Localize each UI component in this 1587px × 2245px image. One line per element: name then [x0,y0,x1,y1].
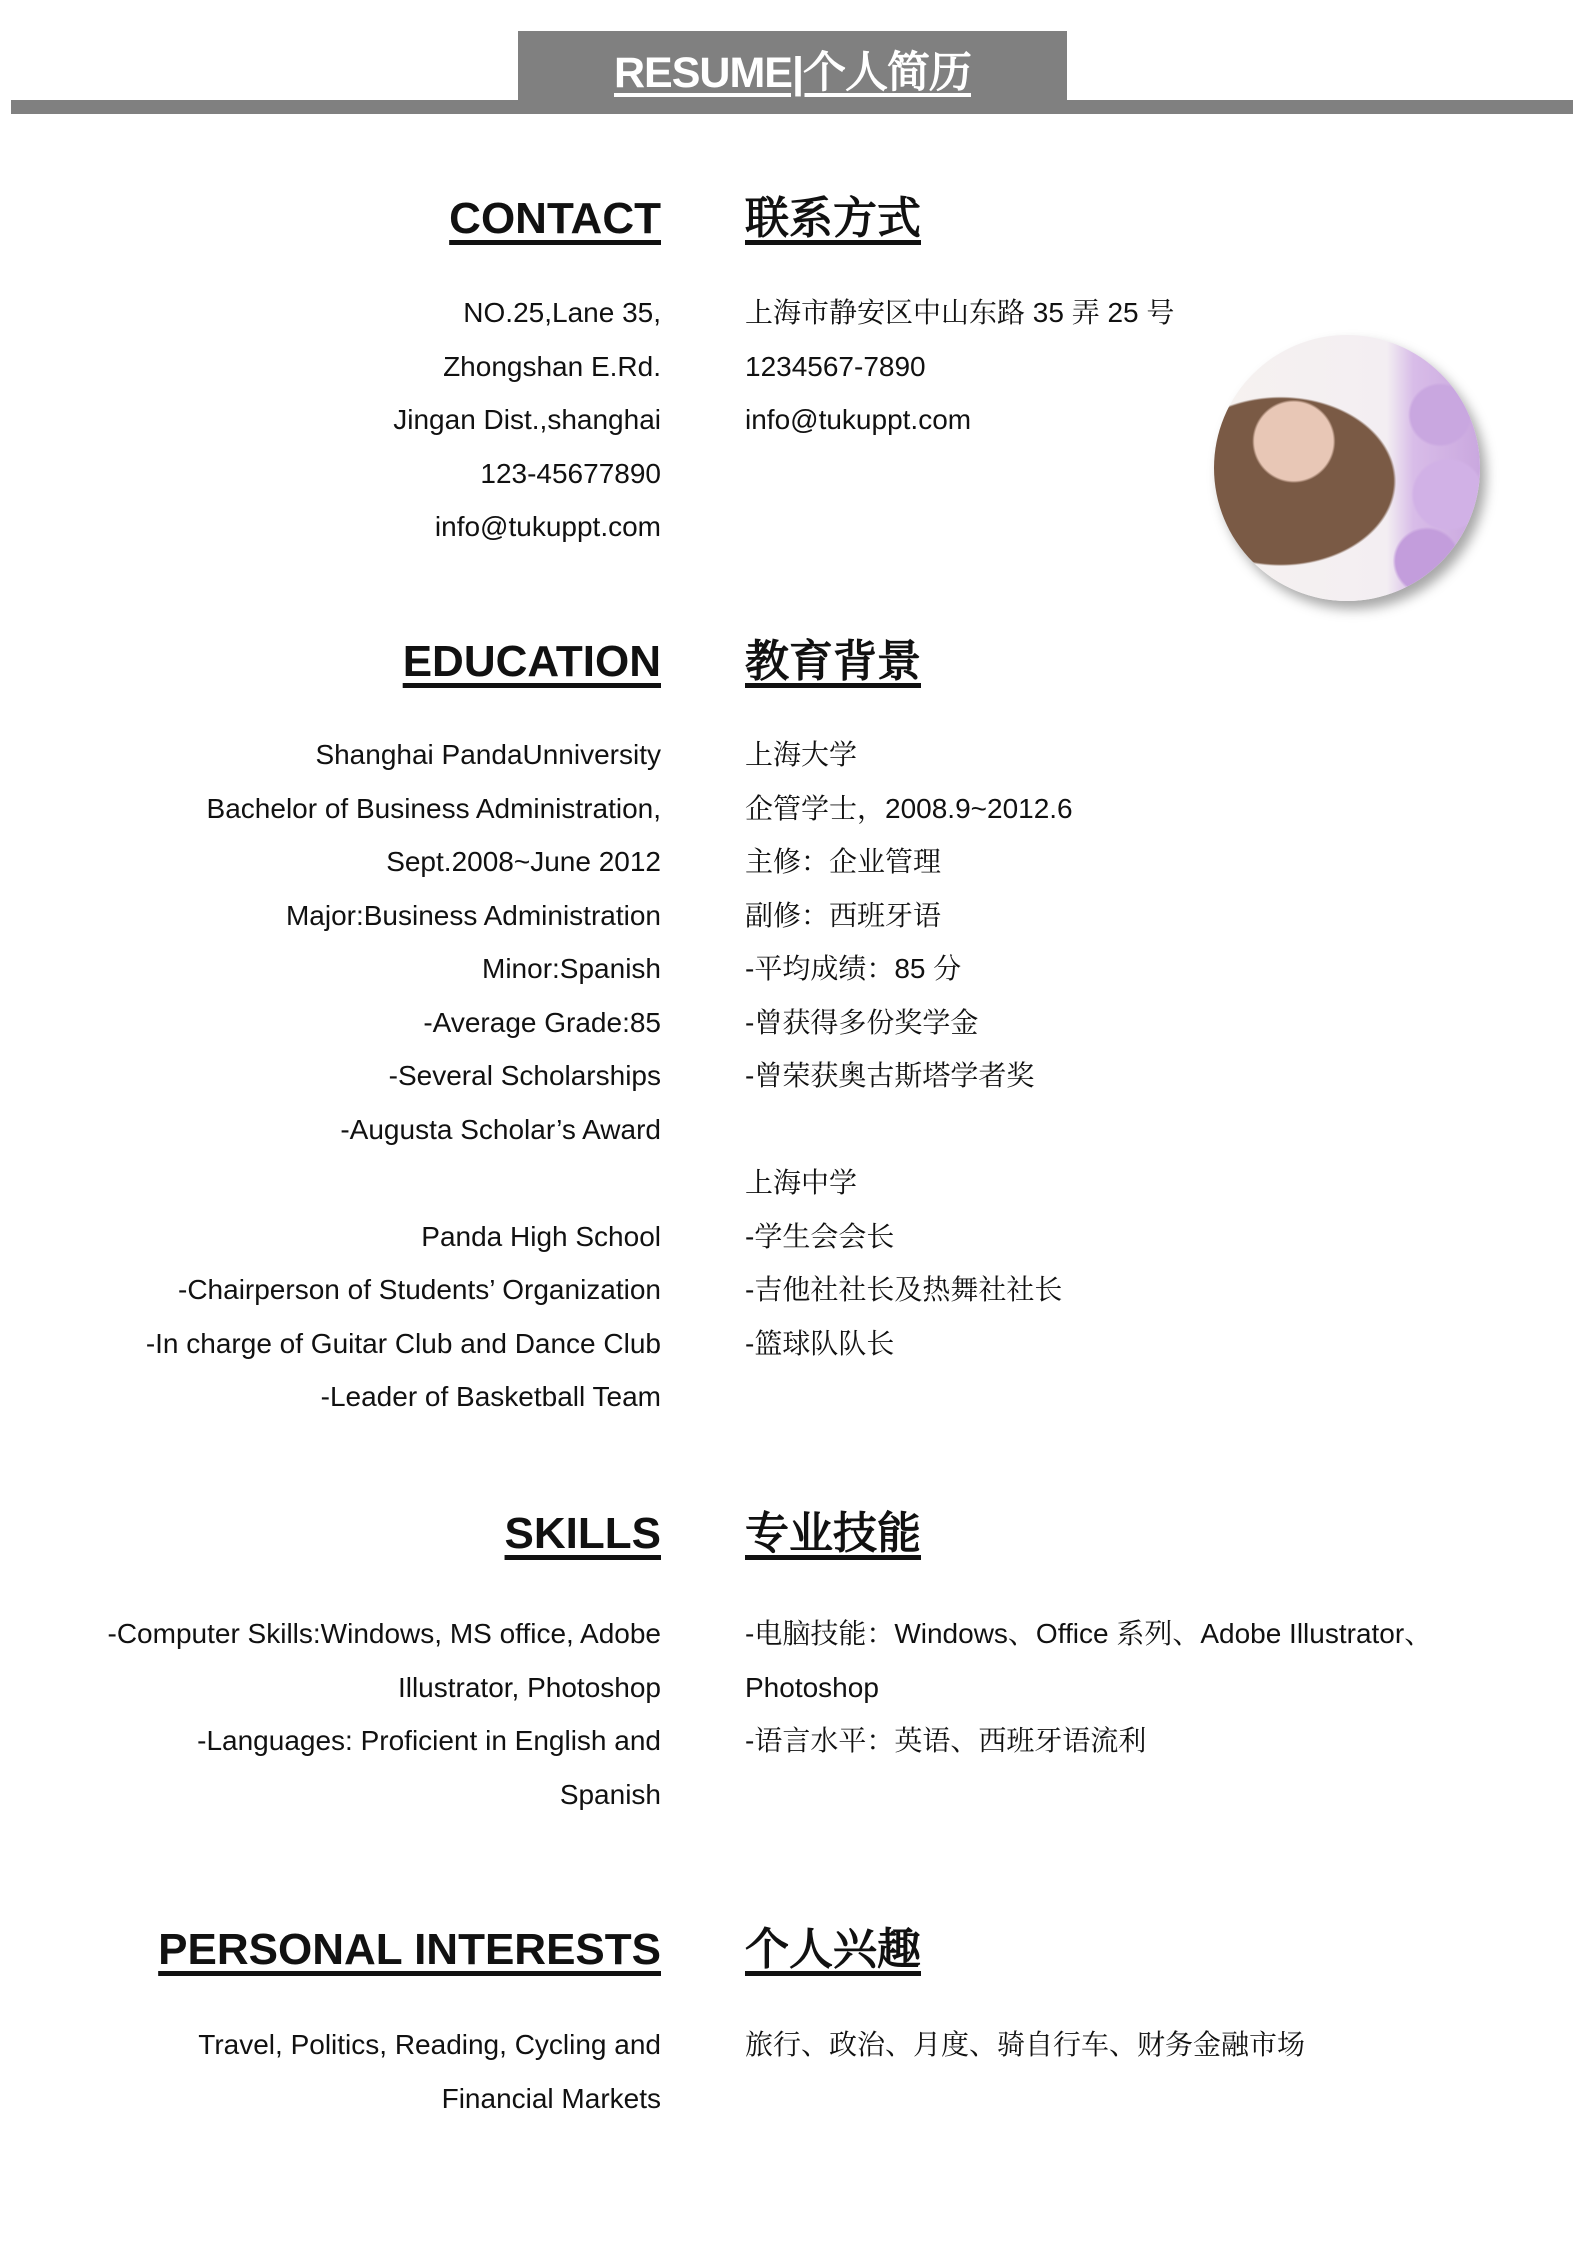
education-line-zh: -曾获得多份奖学金 [745,1006,979,1038]
skills-zh-column [745,1607,1432,1768]
contact-en-column [393,286,661,554]
interests-line-zh: 旅行、政治、月度、骑自行车、财务金融市场 [745,2029,1306,2060]
education-line-zh: -平均成绩：85 分 [745,953,962,984]
contact-zh-column [745,286,1174,447]
education-line-en: Minor:Spanish [482,953,661,984]
interests-heading-en: PERSONAL INTERESTS [158,1925,661,1974]
education-line-en: -Several Scholarships [388,1060,661,1091]
education-line-zh: 上海大学 [745,739,858,770]
education-line-zh: 企管学士，2008.9~2012.6 [745,792,1073,824]
skills-heading-zh: 专业技能 [745,1509,921,1558]
education-line-en [146,1156,661,1210]
interests-line-en: Financial Markets [441,2082,661,2114]
skills-line-en: -Languages: Proficient in English and [197,1725,661,1756]
education-line-zh: -学生会会长 [745,1220,895,1252]
contact-line-en: 123-45677890 [480,457,661,489]
contact-heading-en: CONTACT [449,194,661,243]
skills-line-en: Spanish [559,1778,661,1810]
skills-line-zh: Photoshop [745,1671,879,1703]
education-line-zh: -曾荣获奥古斯塔学者奖 [745,1060,1035,1091]
interests-en-column [198,2018,661,2125]
education-heading-en: EDUCATION [402,637,661,686]
education-line-en: Panda High School [421,1220,661,1252]
education-heading-zh: 教育背景 [745,637,921,686]
education-line-en: -Chairperson of Students’ Organization [178,1274,661,1305]
contact-heading-zh: 联系方式 [745,194,921,243]
education-line-en: -In charge of Guitar Club and Dance Club [145,1327,661,1359]
skills-line-en: Illustrator, Photoshop [397,1671,661,1703]
header-divider-bar [11,100,1573,114]
page-title: RESUME|个人简历 [614,49,971,97]
skills-en-column [108,1607,661,1821]
contact-line-zh: 上海市静安区中山东路 35 弄 25 号 [745,297,1175,328]
interests-zh-column [745,2018,1305,2072]
skills-line-en: -Computer Skills:Windows, MS office, Adobe [107,1618,661,1649]
interests-line-en: Travel, Politics, Reading, Cycling and [198,2029,661,2060]
skills-heading-en: SKILLS [504,1509,661,1558]
contact-line-en: Zhongshan E.Rd. [443,350,661,382]
education-line-zh: -篮球队队长 [745,1327,895,1359]
skills-line-zh: -语言水平：英语、西班牙语流利 [745,1725,1147,1756]
contact-line-en: NO.25,Lane 35, [463,297,661,328]
education-line-en: -Leader of Basketball Team [320,1381,661,1412]
education-line-en: Sept.2008~June 2012 [386,846,661,877]
education-line-zh: -吉他社社长及热舞社社长 [745,1274,1063,1305]
education-line-en: -Augusta Scholar’s Award [340,1113,661,1145]
education-line-zh [745,1103,1073,1157]
education-zh-column [745,728,1073,1370]
education-en-column [146,728,661,1424]
contact-line-zh: info@tukuppt.com [745,404,972,435]
profile-photo [1214,335,1480,601]
skills-line-zh: -电脑技能：Windows、Office 系列、Adobe Illustrator、 [745,1618,1433,1649]
education-line-en: -Average Grade:85 [423,1006,661,1038]
education-line-en: Shanghai PandaUnniversity [315,739,661,770]
education-line-en: Major:Business Administration [285,899,661,931]
education-line-en: Bachelor of Business Administration, [206,792,661,824]
contact-line-zh: 1234567-7890 [745,350,926,382]
contact-line-en: info@tukuppt.com [434,511,661,542]
education-line-zh: 副修：西班牙语 [745,899,942,931]
education-line-zh: 上海中学 [745,1167,858,1198]
contact-line-en: Jingan Dist.,shanghai [393,404,661,435]
education-line-zh: 主修：企业管理 [745,846,942,877]
interests-heading-zh: 个人兴趣 [745,1925,921,1974]
